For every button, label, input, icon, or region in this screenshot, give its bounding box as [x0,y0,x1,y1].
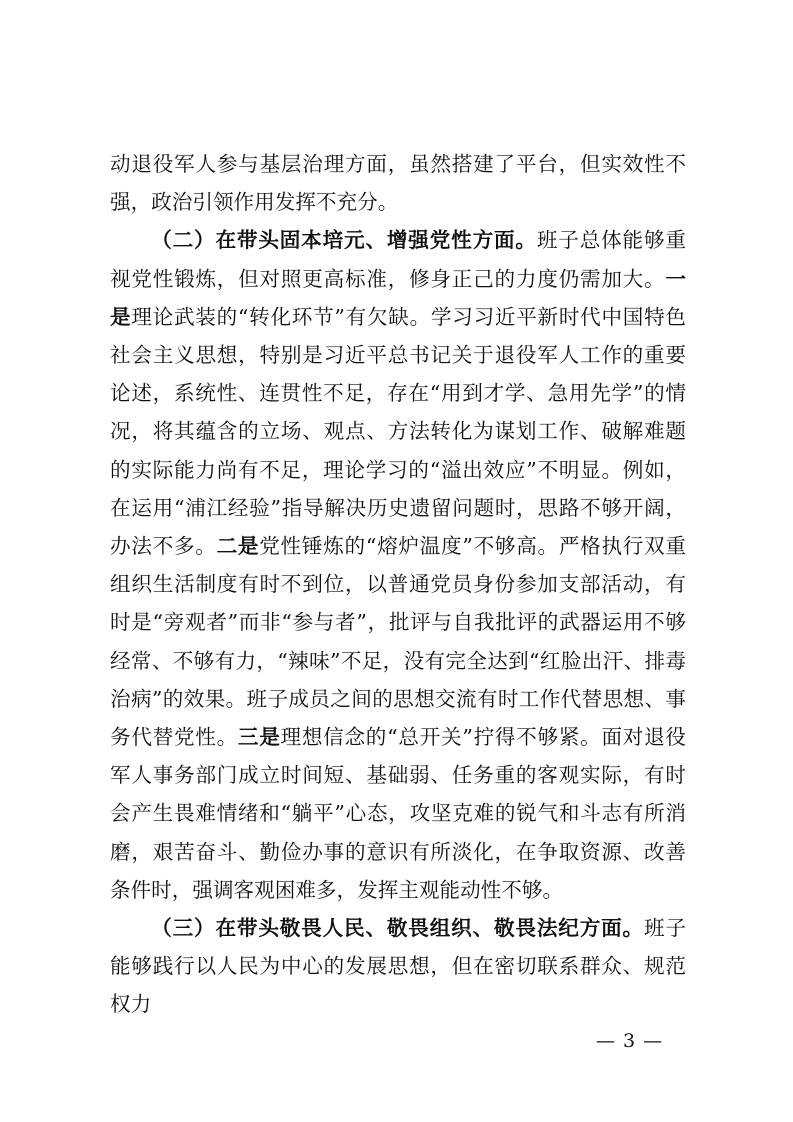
section-heading-2: （二）在带头固本培元、增强党性方面。 [151,228,537,253]
point-marker-3: 三是 [237,725,281,750]
section-heading-3: （三）在带头敬畏人民、敬畏组织、敬畏法纪方面。 [151,916,644,941]
paragraph-1 [110,145,686,221]
text-run: 班子能够践行以人民为中心的发展思想，但在密切联系群众、规范权力 [110,916,687,1017]
point-marker-1: 一是 [110,266,686,329]
paragraph-2 [110,221,686,909]
paragraph-3 [110,909,686,1024]
text-run: 动退役军人参与基层治理方面，虽然搭建了平台，但实效性不强，政治引领作用发挥不充分。 [110,152,686,215]
document-body [110,145,686,1024]
page-number: — 3 — [596,1030,664,1052]
text-run: 班子总体能够重视党性锻炼，但对照更高标准，修身正己的力度仍需加大。 [110,228,687,291]
point-marker-2: 二是 [216,534,260,559]
text-run: 理论武装的“转化环节”有欠缺。学习习近平新时代中国特色社会主义思想，特别是习近平总书记关于退役军人工作的重要论述，系统性、连贯性不足，存在“用到才学、急用先学”的情况，将其蕴含的立场、观点、方法转化为谋划工作、破解难题的实际能力尚有不足，理论学习的“溢出效应”不明显。例如，在运用“浦江经验”指导解决历史遗留问题时，思路不够开阔，办法不多。 [110,304,687,559]
text-run: 理想信念的“总开关”拧得不够紧。面对退役军人事务部门成立时间短、基础弱、任务重的客观实际，有时会产生畏难情绪和“躺平”心态，攻坚克难的锐气和斗志有所消磨，艰苦奋斗、勤俭办事的意识有所淡化，在争取资源、改善条件时，强调客观困难多，发挥主观能动性不够。 [110,725,687,902]
text-run: 党性锤炼的“熔炉温度”不够高。严格执行双重组织生活制度有时不到位，以普通党员身份参加支部活动，有时是“旁观者”而非“参与者”，批评与自我批评的武器运用不够经常、不够有力，“辣味”不足，没有完全达到“红脸出汗、排毒治病”的效果。班子成员之间的思想交流有时工作代替思想、事务代替党性。 [110,534,687,750]
